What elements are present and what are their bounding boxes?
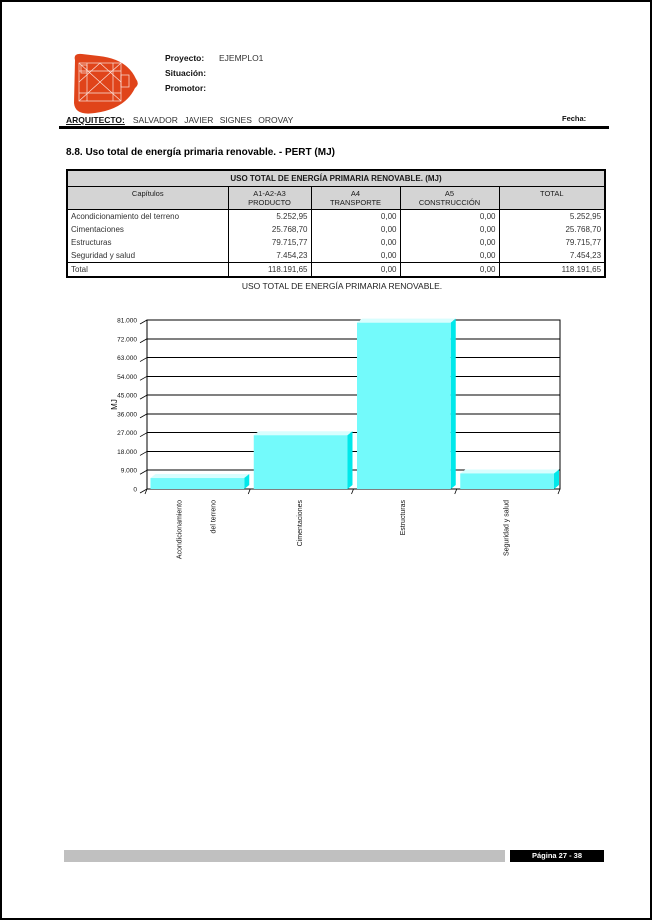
- y-axis-tick-label: 18.000: [117, 448, 137, 456]
- table-row: [67, 249, 605, 263]
- value-cell: 0,00: [311, 249, 400, 263]
- chapter-cell: Acondicionamiento del terreno: [67, 210, 228, 224]
- table-title: USO TOTAL DE ENERGÍA PRIMARIA RENOVABLE. (MJ): [67, 170, 605, 187]
- value-cell: 5.252,95: [499, 210, 605, 224]
- value-cell: 0,00: [400, 210, 499, 224]
- value-cell: 0,00: [311, 263, 400, 278]
- situacion-field: [165, 68, 263, 83]
- y-axis-tick-label: 27.000: [117, 430, 137, 438]
- page-number-badge: Página 27 - 38: [510, 850, 604, 862]
- chapter-cell: Cimentaciones: [67, 223, 228, 236]
- column-header: A1-A2-A3 PRODUCTO: [228, 187, 311, 210]
- chapter-cell: Total: [67, 263, 228, 278]
- bar: [151, 478, 245, 489]
- y-axis-tick-label: 0: [133, 486, 137, 494]
- y-axis-tick-label: 63.000: [117, 355, 137, 363]
- project-info: [165, 53, 263, 98]
- column-header: A5 CONSTRUCCIÓN: [400, 187, 499, 210]
- project-value: EJEMPLO1: [219, 53, 264, 63]
- architect-label: ARQUITECTO:: [66, 115, 125, 125]
- promotor-label: Promotor:: [165, 83, 207, 93]
- y-axis-tick-label: 9.000: [120, 467, 137, 475]
- table-total-row: [67, 263, 605, 278]
- header-rule: [59, 126, 609, 129]
- bar: [357, 323, 451, 489]
- y-axis-tick-label: 72.000: [117, 336, 137, 344]
- bar: [460, 473, 554, 489]
- x-axis-category-label: del terreno: [210, 500, 218, 534]
- bar-chart-svg: [110, 304, 580, 584]
- table-columns-row: [67, 187, 605, 210]
- value-cell: 0,00: [400, 249, 499, 263]
- value-cell: 7.454,23: [228, 249, 311, 263]
- value-cell: 5.252,95: [228, 210, 311, 224]
- column-header: Capítulos: [67, 187, 228, 210]
- chart-title: USO TOTAL DE ENERGÍA PRIMARIA RENOVABLE.: [241, 281, 443, 291]
- section-title: 8.8. Uso total de energía primaria renovable. - PERT (MJ): [66, 147, 335, 158]
- date-label: Fecha:: [562, 114, 587, 123]
- value-cell: 25.768,70: [228, 223, 311, 236]
- y-axis-title: MJ: [110, 399, 119, 410]
- value-cell: 0,00: [400, 263, 499, 278]
- value-cell: 118.191,65: [499, 263, 605, 278]
- table-row: [67, 210, 605, 224]
- chapter-cell: Seguridad y salud: [67, 249, 228, 263]
- value-cell: 25.768,70: [499, 223, 605, 236]
- table-title-row: [67, 170, 605, 187]
- value-cell: 0,00: [400, 223, 499, 236]
- y-axis-tick-label: 81.000: [117, 317, 137, 325]
- table-row: [67, 223, 605, 236]
- table-body: [67, 210, 605, 278]
- x-axis-category-label: Cimentaciones: [296, 500, 304, 547]
- value-cell: 118.191,65: [228, 263, 311, 278]
- architect-line: [66, 115, 293, 125]
- architect-floorplan-logo-icon: [65, 51, 144, 118]
- value-cell: 79.715,77: [499, 236, 605, 249]
- value-cell: 0,00: [311, 223, 400, 236]
- column-header: TOTAL: [499, 187, 605, 210]
- y-axis-tick-label: 54.000: [117, 373, 137, 381]
- x-axis-category-label: Estructuras: [400, 500, 408, 536]
- x-axis-category-label: Acondicionamiento: [176, 500, 184, 560]
- value-cell: 7.454,23: [499, 249, 605, 263]
- y-axis-tick-label: 36.000: [117, 411, 137, 419]
- footer-gray-bar: [64, 850, 505, 862]
- situacion-label: Situación:: [165, 68, 207, 78]
- table-row: [67, 236, 605, 249]
- column-header: A4 TRANSPORTE: [311, 187, 400, 210]
- architect-value: SALVADOR JAVIER SIGNES OROVAY: [132, 115, 294, 125]
- value-cell: 0,00: [311, 210, 400, 224]
- promotor-field: [165, 83, 263, 98]
- project-field: [165, 53, 263, 68]
- value-cell: 0,00: [311, 236, 400, 249]
- y-axis-tick-label: 45.000: [117, 392, 137, 400]
- bar: [254, 435, 348, 489]
- value-cell: 79.715,77: [228, 236, 311, 249]
- value-cell: 0,00: [400, 236, 499, 249]
- chapter-cell: Estructuras: [67, 236, 228, 249]
- project-label: Proyecto:: [165, 53, 205, 63]
- energy-table: [66, 169, 606, 278]
- x-axis-category-label: Seguridad y salud: [503, 500, 511, 557]
